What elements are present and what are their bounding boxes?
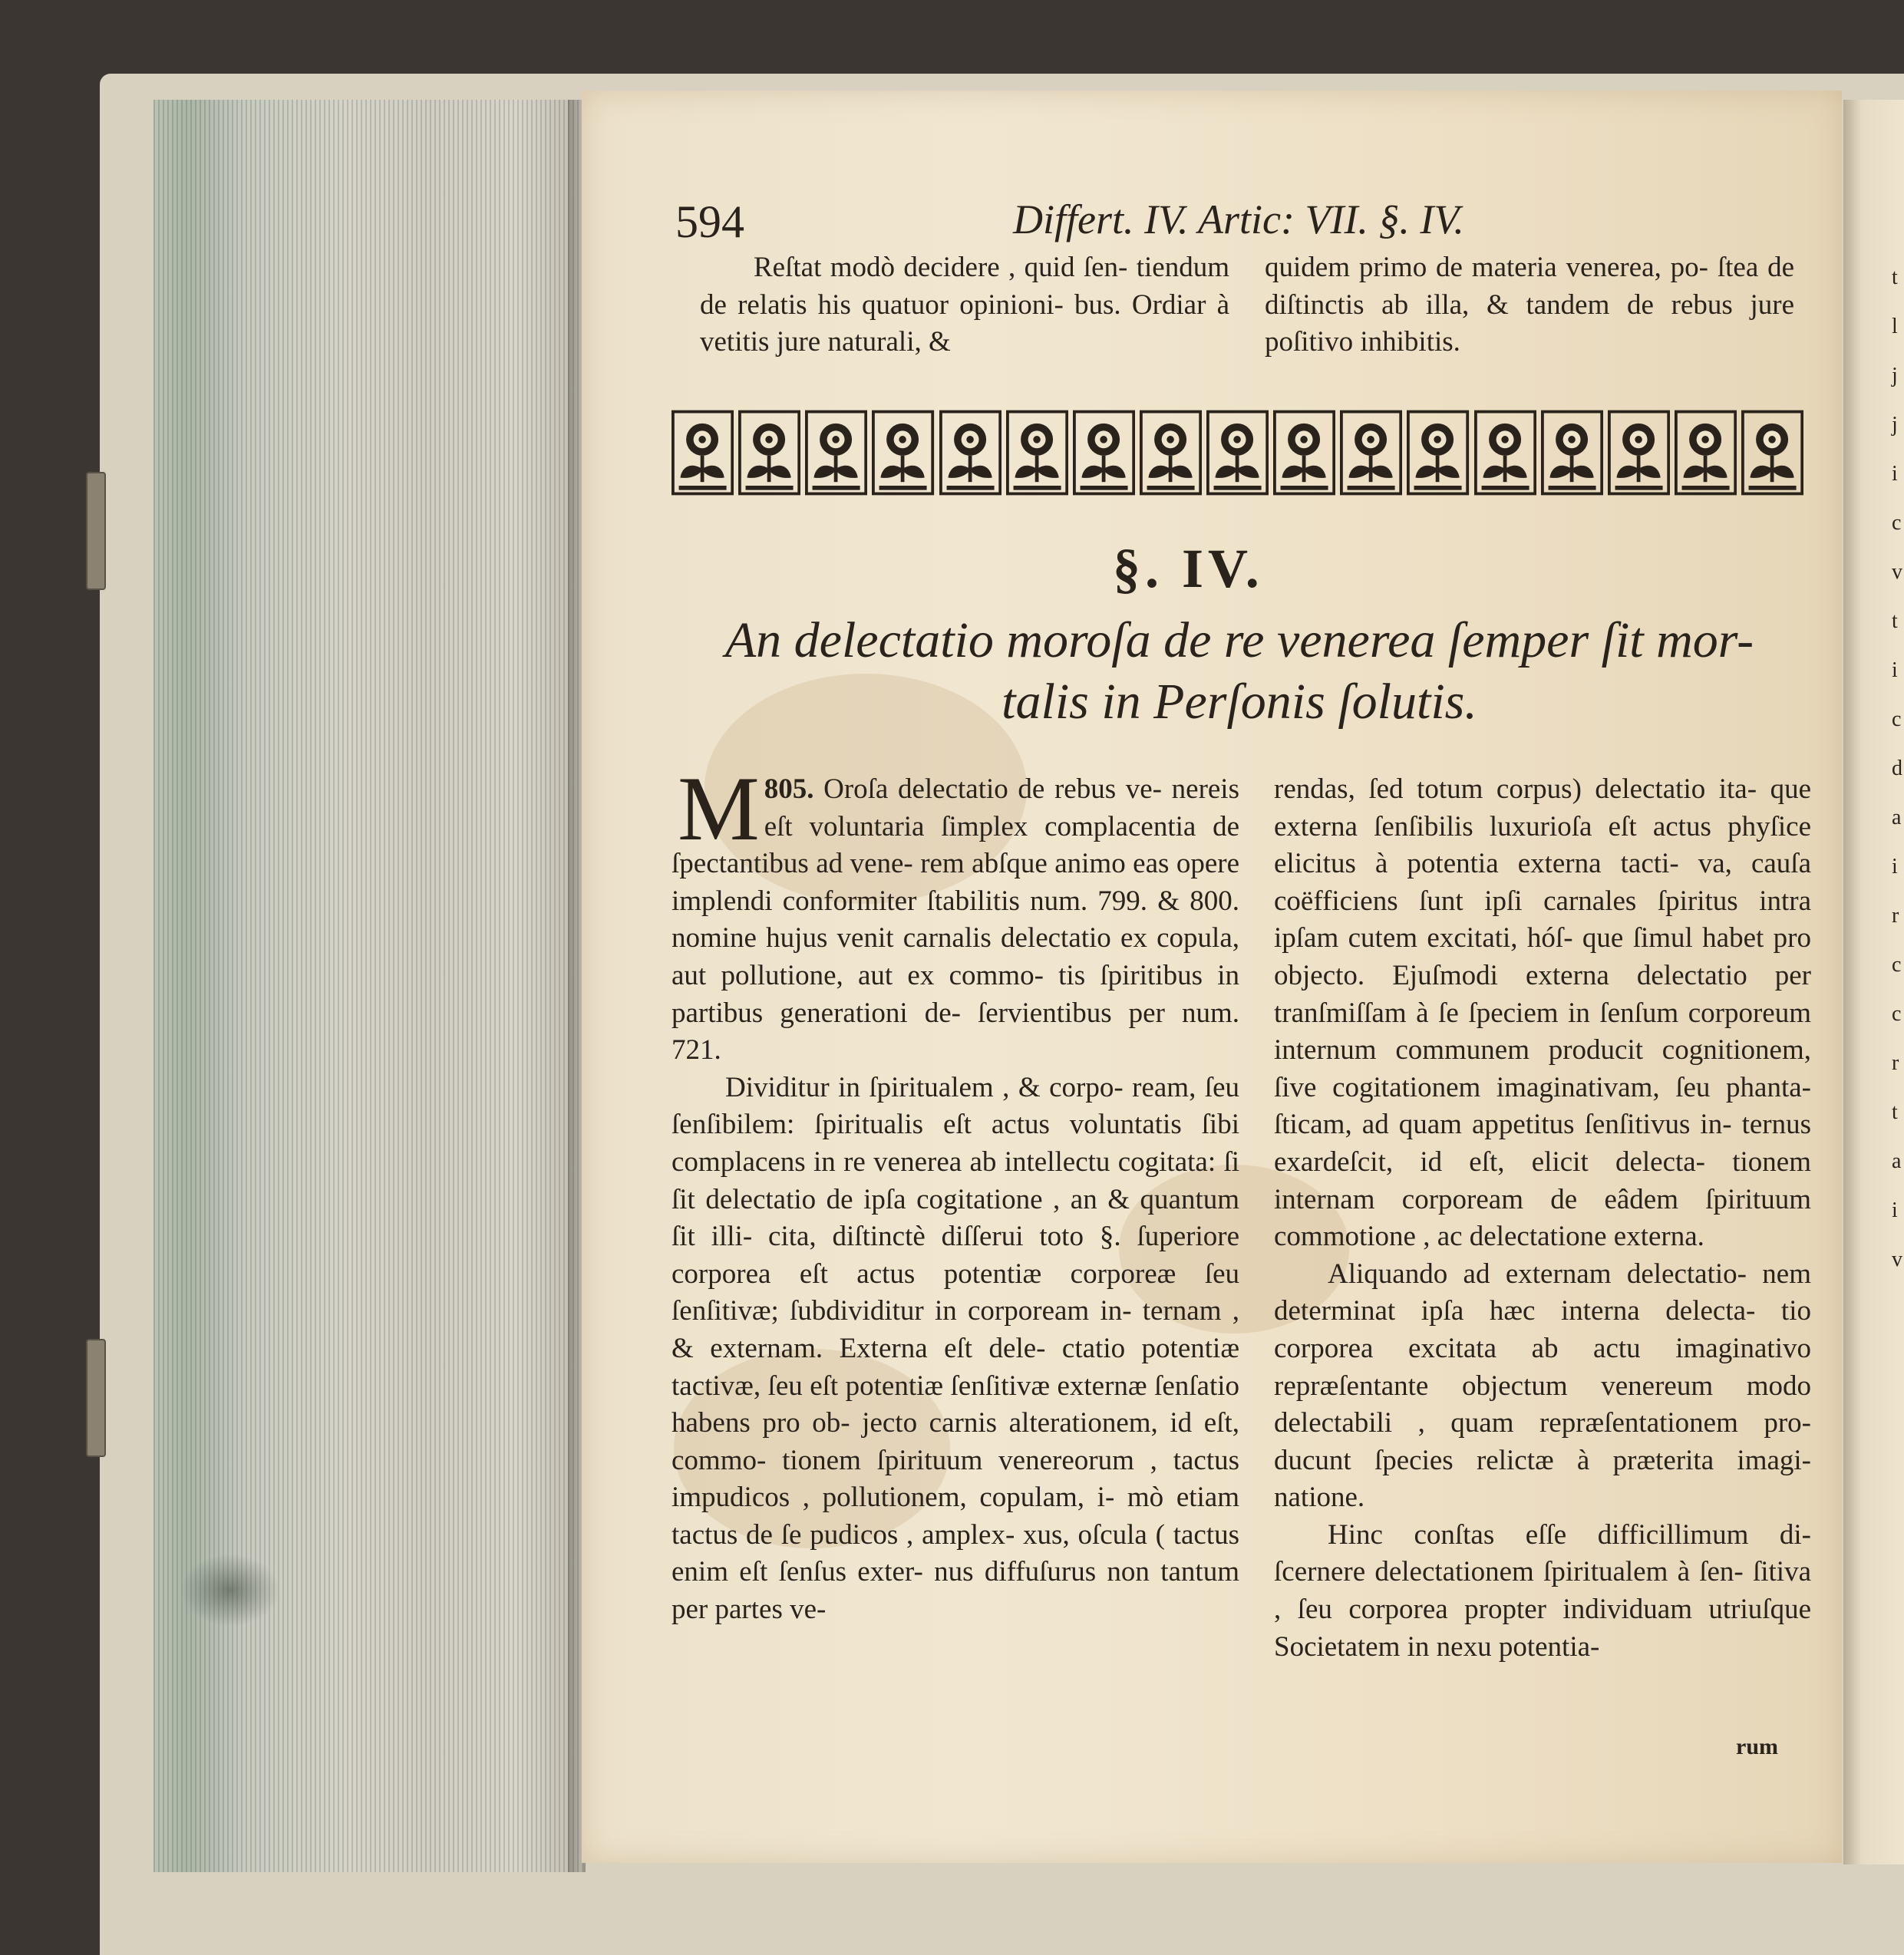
flower-ornament-icon [939,407,1001,499]
flower-ornament-icon [872,407,934,499]
flower-ornament-icon [1006,407,1068,499]
flower-ornament-icon [1140,407,1202,499]
flower-ornament-icon [1675,407,1737,499]
facing-page-letter: j [1892,413,1898,437]
facing-page-letter: c [1892,953,1902,977]
facing-page-letter: r [1892,1051,1899,1075]
facing-page-letter: t [1892,609,1898,633]
floral-ornament-band [672,407,1803,499]
top-text-right [1265,249,1794,361]
section-title: An delectatio moroſa de re venerea ſemper ſit mor- talis in Perſonis ſolutis. [724,612,1754,730]
facing-page-letter: c [1892,707,1902,731]
facing-page-letters [1892,253,1904,1284]
paragraph: rendas, ſed totum corpus) delectatio ita- que externa ſenſibilis luxurioſa eſt actus phyſice elicitus à potentia externa tacti- va, cauſa coëfficiens ſunt ipſi carnales ſpiritus intra ipſam cutem excitati, hóſ- que ſimul habet pro objecto. Ejuſmodi externa delectatio per tranſmiſſam à ſe ſpeciem in ſenſum corporeum internum communem producit cognitionem, ſive cogitationem imaginativam, ſeu phanta- ſticam, ad quam appetitus ſenſitivus in- ternus exardeſcit, id eſt, elicit delecta- tionem internam corpoream de eâdem ſpirituum commotione , ac delectatione externa. [1274,773,1811,1253]
flower-ornament-icon [738,407,800,499]
facing-page-letter: c [1892,511,1902,535]
facing-page-letter: j [1892,364,1898,387]
facing-page-letter: c [1892,1002,1902,1026]
facing-page-letter: i [1892,658,1898,682]
running-head [675,196,1811,249]
facing-page-letter: l [1892,315,1898,338]
flower-ornament-icon [1206,407,1269,499]
facing-page-letter: t [1892,265,1898,289]
flower-ornament-icon [1407,407,1469,499]
running-title: Differt. IV. Artic: VII. §. IV. [1013,196,1464,242]
flower-ornament-icon [1741,407,1803,499]
flower-ornament-icon [1608,407,1670,499]
body-column-left [672,757,1239,1629]
flower-ornament-icon [672,407,734,499]
section-heading: §. IV. [1113,538,1264,599]
facing-page-letter: i [1892,1198,1898,1222]
paragraph: Reſtat modò decidere , quid ſen- tiendum de relatis his quatuor opinioni- bus. Ordiar à vetitis jure naturali, & [700,252,1229,358]
catchword: rum [1736,1734,1778,1759]
page-number: 594 [675,196,744,247]
facing-page-letter: i [1892,462,1898,486]
clasp-hinge-upper [86,472,106,590]
facing-page-letter: t [1892,1100,1898,1124]
body-column-right [1274,771,1811,1666]
paragraph: Hinc conſtas eſſe difficillimum di- ſcernere delectationem ſpiritualem à ſen- ſitiva , ſeu corporea propter individuam utriuſque Societatem in nexu potentia- [1274,1518,1811,1663]
facing-page-letter: i [1892,855,1898,879]
paragraph [672,757,1239,1070]
paragraph: quidem primo de materia venerea, po- ſtea de diſtinctis ab illa, & tandem de rebus jure poſitivo inhibitis. [1265,252,1794,358]
paragraph: Aliquando ad externam delectatio- nem determinat ipſa hæc interna delecta- tio corporea excitata ab actu imaginativo repræſentante objectum venereum modo delectabili , quam repræſentationem pro- ducunt ſpecies relictæ à præterita imagi- natione. [1274,1258,1811,1514]
flower-ornament-icon [805,407,867,499]
paragraph: Dividitur in ſpiritualem , & corpo- ream, ſeu ſenſibilem: ſpiritualis eſt actus voluntatis ſibi complacens in re venerea ab intellectu cogitata: ſi ſit delectatio de ipſa cogitatione , an & quantum ſit illi- cita, diſtinctè diſſerui toto §. ſuperiore corporea eſt actus potentiæ corporeæ ſeu ſenſitivæ; ſubdividitur in corpoream in- ternam , & externam. Externa eſt dele- ctatio potentiæ tactivæ, ſeu eſt potentiæ ſenſitivæ externæ ſenſatio habens pro ob- jecto carnis alterationem, id eſt, commo- tionem ſpirituum venereorum , tactus impudicos , pollutionem, copulam, i- mò etiam tactus de ſe pudicos , amplex- xus, oſcula ( tactus enim eſt ſenſus exter- nus diffuſurus non tantum per partes ve- [672,1071,1239,1626]
paragraph-number: 805. [764,773,814,805]
flower-ornament-icon [1340,407,1402,499]
facing-page-letter: a [1892,806,1902,829]
top-text-left [700,249,1229,361]
edge-stain [180,1554,280,1627]
flower-ornament-icon [1474,407,1536,499]
facing-page-letter: a [1892,1149,1902,1173]
flower-ornament-icon [1273,407,1335,499]
facing-page-letter: r [1892,904,1899,928]
paragraph-text: Oroſa delectatio de rebus ve- nereis eſt voluntaria ſimplex complacentia de ſpectantibus ad vene- rem abſque animo eas opere implendi conformiter ſtabilitis num. 799. & 800. nomine hujus venit carnalis delectatio ex copula, aut pollutione, aut ex commo- tis ſpiritibus in partibus generationi de- ſervientibus per num. 721. [672,773,1239,1067]
clasp-hinge-lower [86,1339,106,1457]
flower-ornament-icon [1073,407,1135,499]
facing-page-letter: v [1892,560,1902,584]
drop-cap: M [678,757,760,859]
facing-page-letter: d [1892,757,1902,780]
flower-ornament-icon [1541,407,1603,499]
facing-page-letter: v [1892,1248,1902,1271]
